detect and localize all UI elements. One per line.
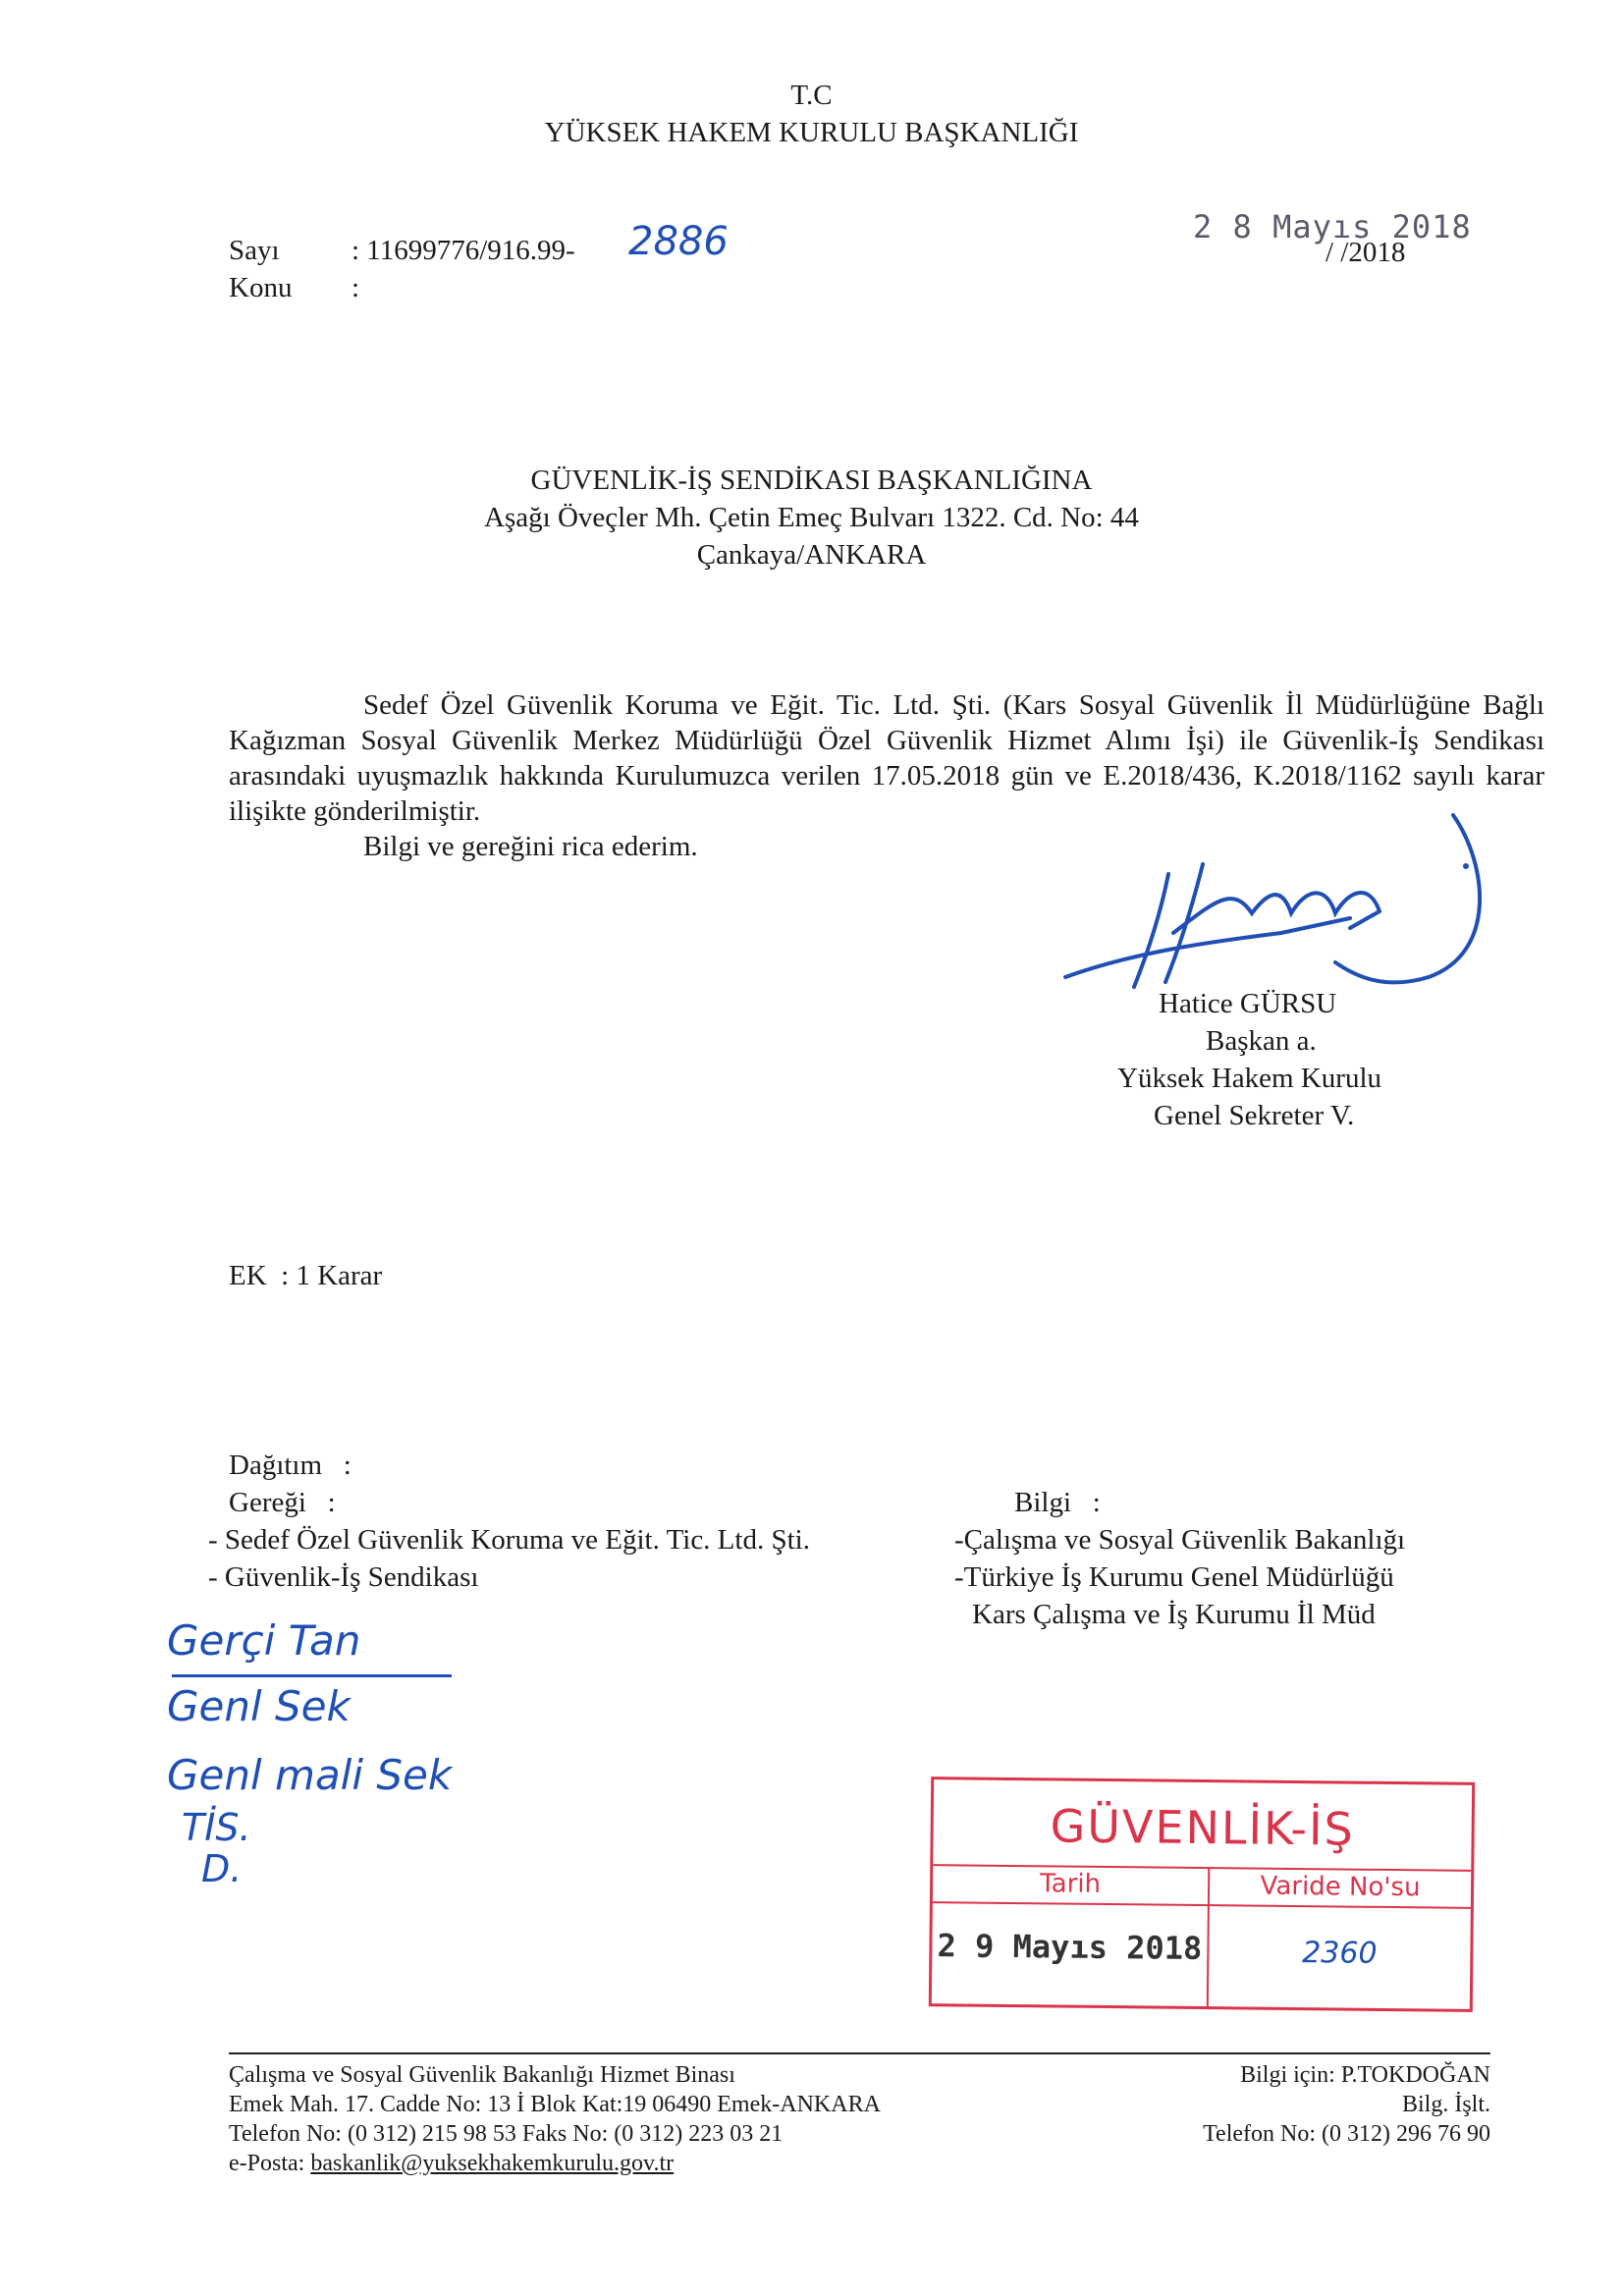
footer-address: Emek Mah. 17. Cadde No: 13 İ Blok Kat:19 06490 Emek-ANKARA: [229, 2092, 881, 2117]
sayi-value: : 11699776/916.99-: [352, 235, 575, 266]
bilgi-item: -Çalışma ve Sosyal Güvenlik Bakanlığı: [954, 1524, 1406, 1556]
date-typed: / /2018: [1325, 237, 1406, 268]
footer-left: [229, 2060, 881, 2178]
body-paragraph: Sedef Özel Güvenlik Koruma ve Eğit. Tic. Ltd. Şti. (Kars Sosyal Güvenlik İl Müdürlüğüne Bağlı Kağızman Sosyal Güvenlik Merkez Müdürlüğü Özel Güvenlik Hizmet Alımı İşi) ile Güvenlik-İş Sendikası arasındaki uyuşmazlık hakkında Kurulumuzca verilen 17.05.2018 gün ve E.2018/436, K.2018/1162 sayılı karar ilişikte gönderilmiştir.: [229, 689, 1544, 827]
gereği-label: Gereği :: [229, 1487, 336, 1518]
stamp-number-label: Varide No'su: [1260, 1871, 1421, 1903]
konu-label: Konu: [229, 272, 293, 303]
handwritten-note: TİS.: [182, 1806, 251, 1849]
body-closing: Bilgi ve gereğini rica ederim.: [363, 831, 698, 862]
footer-building: Çalışma ve Sosyal Güvenlik Bakanlığı Hizmet Binası: [229, 2062, 735, 2088]
footer-email-line: [229, 2149, 881, 2178]
header-tc: T.C: [790, 80, 833, 111]
date-stamp: 2 8 Mayıs 2018: [1193, 208, 1472, 246]
handwritten-note: Genl Sek: [167, 1682, 351, 1730]
footer-contact-person: Bilgi için: P.TOKDOĞAN: [1240, 2062, 1490, 2088]
footer-email-link[interactable]: baskanlik@yuksekhakemkurulu.gov.tr: [310, 2151, 675, 2176]
received-stamp: [929, 1777, 1475, 2012]
footer-email-label: e-Posta:: [229, 2151, 311, 2176]
bilgi-item: -Türkiye İş Kurumu Genel Müdürlüğü: [954, 1561, 1394, 1593]
header-institution: YÜKSEK HAKEM KURULU BAŞKANLIĞI: [544, 117, 1079, 148]
handwritten-underline: [172, 1674, 452, 1677]
stamp-number-value: 2360: [1302, 1936, 1378, 1971]
sayi-handwritten-number: 2886: [628, 219, 729, 264]
signatory-role: Genel Sekreter V.: [1154, 1100, 1355, 1131]
bilgi-label: Bilgi :: [1014, 1487, 1101, 1518]
gereği-item: - Sedef Özel Güvenlik Koruma ve Eğit. Tic. Ltd. Şti.: [208, 1524, 810, 1556]
footer-phone: Telefon No: (0 312) 215 98 53 Faks No: (0 312) 223 03 21: [229, 2121, 784, 2147]
signatory-name: Hatice GÜRSU: [1159, 988, 1337, 1019]
addressee-city: Çankaya/ANKARA: [696, 539, 927, 571]
footer-right: [1203, 2060, 1490, 2149]
footer: [229, 2052, 1490, 2176]
addressee-name: GÜVENLİK-İŞ SENDİKASI BAŞKANLIĞINA: [530, 465, 1093, 496]
handwritten-note: D.: [201, 1847, 243, 1890]
gereği-item: - Güvenlik-İş Sendikası: [208, 1561, 479, 1593]
bilgi-item: Kars Çalışma ve İş Kurumu İl Müd: [972, 1599, 1376, 1630]
distribution-label: Dağıtım :: [229, 1449, 352, 1481]
konu-value: :: [352, 272, 360, 303]
sayi-label: Sayı: [229, 235, 280, 266]
handwritten-note: Genl mali Sek: [167, 1751, 453, 1799]
footer-contact-role: Bilg. İşlt.: [1401, 2092, 1490, 2117]
stamp-date-value: 2 9 Mayıs 2018: [937, 1927, 1203, 1968]
signatory-title: Başkan a.: [1206, 1025, 1317, 1057]
signatory-institution: Yüksek Hakem Kurulu: [1117, 1063, 1382, 1094]
handwritten-note: Gerçi Tan: [167, 1616, 361, 1665]
signature-scribble: [1055, 805, 1537, 1002]
addressee-street: Aşağı Öveçler Mh. Çetin Emeç Bulvarı 1322. Cd. No: 44: [484, 502, 1139, 533]
received-stamp-title: GÜVENLİK-İŞ: [1050, 1799, 1356, 1856]
stamp-date-label: Tarih: [1039, 1869, 1102, 1899]
attachment-line: EK : 1 Karar: [229, 1260, 383, 1291]
footer-contact-phone: Telefon No: (0 312) 296 76 90: [1203, 2121, 1490, 2147]
